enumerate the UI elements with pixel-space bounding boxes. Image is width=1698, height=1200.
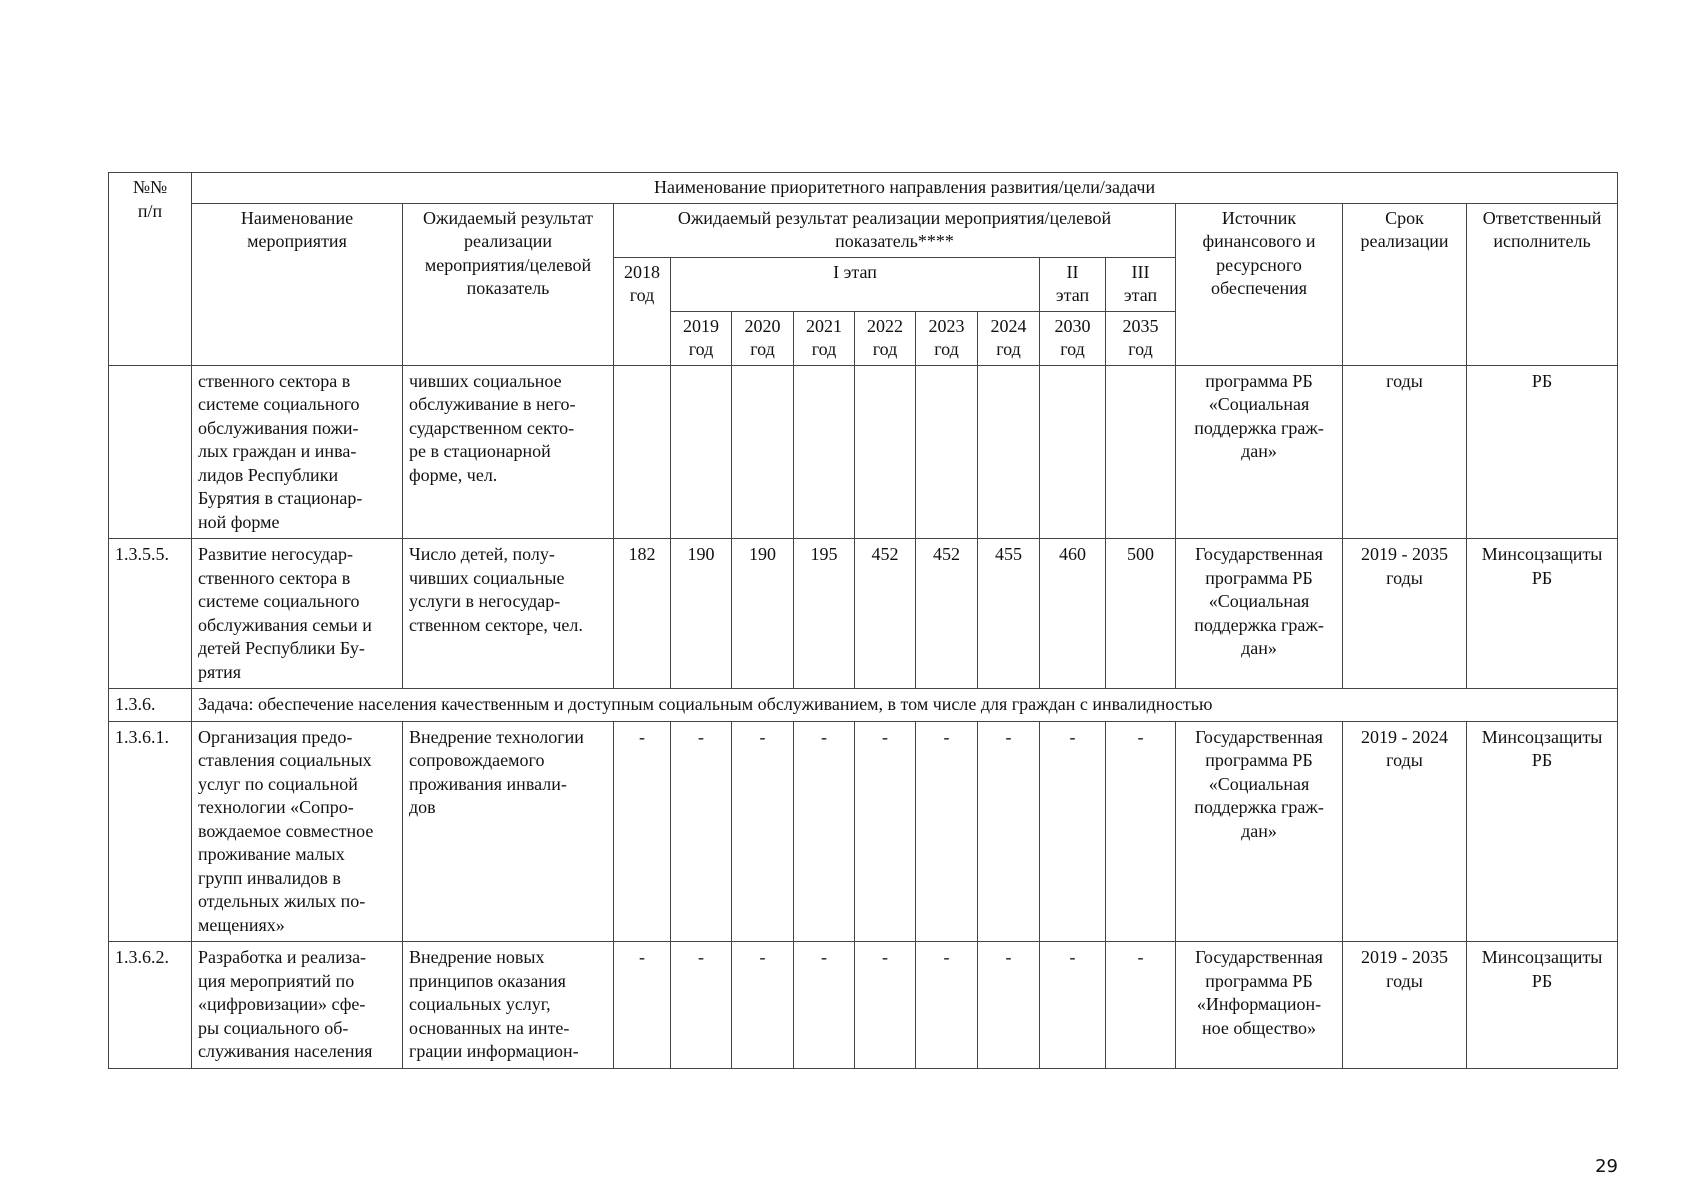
cell-responsible: РБ (1467, 365, 1618, 539)
cell-value (1106, 365, 1176, 539)
cell-source: Государственная программа РБ «Социальная поддержка граж- дан» (1176, 721, 1343, 942)
header-year-2030: 2030 год (1040, 311, 1106, 365)
header-expected-indicator: Ожидаемый результат реализации мероприятия/целевой показатель**** (614, 203, 1176, 257)
cell-term: 2019 - 2024 годы (1343, 721, 1467, 942)
header-year-2020: 2020 год (732, 311, 794, 365)
cell-expected-result: Число детей, полу- чивших социальные услуги в негосудар- ственном секторе, чел. (403, 539, 614, 689)
table-row-1-3-6-1 (109, 721, 1618, 942)
cell-event-name: Развитие негосудар- ственного сектора в системе социального обслуживания семьи и детей Республики Бу- рятия (192, 539, 403, 689)
cell-value-2023: - (916, 942, 978, 1069)
cell-num: 1.3.5.5. (109, 539, 192, 689)
header-year-2018: 2018 год (614, 257, 671, 365)
table-header (109, 173, 1618, 366)
header-num: №№ п/п (109, 173, 192, 366)
cell-expected-result: Внедрение технологии сопровождаемого проживания инвали- дов (403, 721, 614, 942)
table-row-1-3-6-2 (109, 942, 1618, 1069)
header-stage-2: II этап (1040, 257, 1106, 311)
cell-num: 1.3.6.2. (109, 942, 192, 1069)
header-source: Источник финансового и ресурсного обеспечения (1176, 203, 1343, 365)
cell-responsible: Минсоцзащиты РБ (1467, 721, 1618, 942)
cell-value-2030: - (1040, 721, 1106, 942)
header-event-name: Наименование мероприятия (192, 203, 403, 365)
page-number: 29 (1595, 1156, 1618, 1177)
cell-expected-result: Внедрение новых принципов оказания социальных услуг, основанных на инте- грации информацион- (403, 942, 614, 1069)
cell-value-2024: 455 (978, 539, 1040, 689)
cell-value-2035: - (1106, 721, 1176, 942)
cell-event-name: ственного сектора в системе социального обслуживания пожи- лых граждан и инва- лидов Республики Бурятия в стационар- ной форме (192, 365, 403, 539)
header-stage-1: I этап (671, 257, 1040, 311)
cell-value (855, 365, 916, 539)
cell-value (916, 365, 978, 539)
cell-value (614, 365, 671, 539)
cell-value (671, 365, 732, 539)
cell-value-2035: 500 (1106, 539, 1176, 689)
table-row-1-3-5-5 (109, 539, 1618, 689)
cell-value-2018: - (614, 942, 671, 1069)
cell-value-2020: - (732, 721, 794, 942)
cell-value-2022: 452 (855, 539, 916, 689)
header-year-2024: 2024 год (978, 311, 1040, 365)
header-responsible: Ответственный исполнитель (1467, 203, 1618, 365)
cell-value-2023: 452 (916, 539, 978, 689)
header-direction: Наименование приоритетного направления развития/цели/задачи (192, 173, 1618, 204)
cell-value-2018: - (614, 721, 671, 942)
header-year-2022: 2022 год (855, 311, 916, 365)
cell-num (109, 365, 192, 539)
cell-value (732, 365, 794, 539)
cell-term: 2019 - 2035 годы (1343, 942, 1467, 1069)
cell-value-2019: - (671, 942, 732, 1069)
cell-value (1040, 365, 1106, 539)
header-year-2019: 2019 год (671, 311, 732, 365)
header-year-2035: 2035 год (1106, 311, 1176, 365)
cell-value-2030: 460 (1040, 539, 1106, 689)
cell-responsible: Минсоцзащиты РБ (1467, 539, 1618, 689)
cell-value-2035: - (1106, 942, 1176, 1069)
table-row-continuation (109, 365, 1618, 539)
table-row-task-1-3-6 (109, 689, 1618, 722)
cell-value-2023: - (916, 721, 978, 942)
cell-value-2020: - (732, 942, 794, 1069)
cell-value-2024: - (978, 721, 1040, 942)
cell-term: годы (1343, 365, 1467, 539)
cell-value-2022: - (855, 942, 916, 1069)
cell-event-name: Разработка и реализа- ция мероприятий по «цифровизации» сфе- ры социального об- служивания населения (192, 942, 403, 1069)
cell-value-2030: - (1040, 942, 1106, 1069)
header-year-2023: 2023 год (916, 311, 978, 365)
cell-value-2021: - (794, 942, 855, 1069)
cell-num: 1.3.6.1. (109, 721, 192, 942)
cell-value-2022: - (855, 721, 916, 942)
cell-source: Государственная программа РБ «Социальная поддержка граж- дан» (1176, 539, 1343, 689)
cell-value-2020: 190 (732, 539, 794, 689)
cell-source: Государственная программа РБ «Информацион- ное общество» (1176, 942, 1343, 1069)
cell-value-2024: - (978, 942, 1040, 1069)
cell-num: 1.3.6. (109, 689, 192, 722)
cell-value-2018: 182 (614, 539, 671, 689)
header-stage-3: III этап (1106, 257, 1176, 311)
cell-value (794, 365, 855, 539)
cell-value-2021: - (794, 721, 855, 942)
cell-value-2019: - (671, 721, 732, 942)
cell-source: программа РБ «Социальная поддержка граж- дан» (1176, 365, 1343, 539)
cell-value-2021: 195 (794, 539, 855, 689)
cell-event-name: Организация предо- ставления социальных услуг по социальной технологии «Сопро- вождаемое совместное проживание малых групп инвалидов в отдельных жилых по- мещениях» (192, 721, 403, 942)
cell-task-text: Задача: обеспечение населения качественным и доступным социальным обслуживанием, в том числе для граждан с инвалидностью (192, 689, 1618, 722)
cell-value-2019: 190 (671, 539, 732, 689)
header-year-2021: 2021 год (794, 311, 855, 365)
cell-value (978, 365, 1040, 539)
header-expected-result: Ожидаемый результат реализации мероприятия/целевой показатель (403, 203, 614, 365)
cell-responsible: Минсоцзащиты РБ (1467, 942, 1618, 1069)
program-table (108, 172, 1618, 1069)
header-term: Срок реализации (1343, 203, 1467, 365)
cell-expected-result: чивших социальное обслуживание в него- сударственном секто- ре в стационарной форме, чел. (403, 365, 614, 539)
cell-term: 2019 - 2035 годы (1343, 539, 1467, 689)
